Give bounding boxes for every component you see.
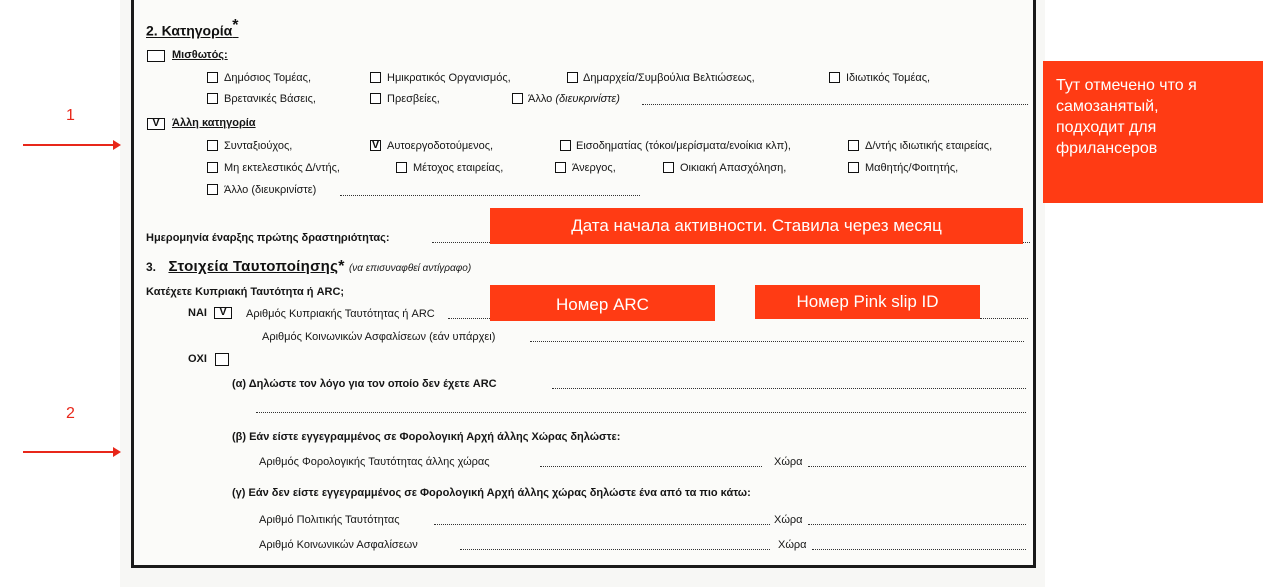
annotation-line: самозанятый, bbox=[1056, 98, 1159, 115]
option-non-executive-director: Μη εκτελεστικός Δ/ντής, bbox=[224, 162, 340, 174]
section3-heading bbox=[146, 258, 471, 276]
check-mark-icon: V bbox=[371, 139, 380, 151]
option-embassies: Πρεσβείες, bbox=[387, 93, 440, 105]
annotation-start-date-text: Дата начала активности. Ставила через месяц bbox=[571, 216, 942, 235]
no-label: ΟΧΙ bbox=[188, 353, 207, 365]
checkbox-british-bases[interactable] bbox=[207, 93, 218, 104]
checkbox-public-sector[interactable] bbox=[207, 72, 218, 83]
checkbox-private-sector[interactable] bbox=[829, 72, 840, 83]
annotation-arc-text: Номер ARC bbox=[556, 295, 649, 314]
checkbox-yes[interactable] bbox=[214, 307, 232, 319]
no-arc-reason-field-line2[interactable] bbox=[256, 412, 1026, 413]
social-insurance-number-field[interactable] bbox=[460, 549, 770, 550]
arrow-right-icon bbox=[23, 451, 119, 453]
option-semi-government: Ημικρατικός Οργανισμός, bbox=[387, 72, 511, 84]
annotation-self-employed-note bbox=[1043, 61, 1263, 203]
employee-other-field[interactable] bbox=[642, 104, 1028, 105]
option-shareholder: Μέτοχος εταιρείας, bbox=[413, 162, 504, 174]
checkbox-other-category[interactable] bbox=[147, 118, 165, 130]
civil-id-field[interactable] bbox=[434, 524, 770, 525]
section3-title: Στοιχεία Ταυτοποίησης bbox=[168, 258, 339, 275]
marker-1: 1 bbox=[66, 107, 75, 124]
social-insurance-number-label: Αριθμό Κοινωνικών Ασφαλίσεων bbox=[259, 539, 418, 551]
country-field-3[interactable] bbox=[812, 549, 1026, 550]
no-arc-reason-field[interactable] bbox=[552, 388, 1026, 389]
start-date-field[interactable] bbox=[432, 242, 490, 243]
employee-other-label: Άλλο bbox=[528, 93, 553, 105]
checkbox-non-executive-director[interactable] bbox=[207, 162, 218, 173]
option-student: Μαθητής/Φοιτητής, bbox=[865, 162, 959, 174]
arc-question: Κατέχετε Κυπριακή Ταυτότητα ή ARC; bbox=[146, 286, 345, 298]
checkbox-municipality[interactable] bbox=[567, 72, 578, 83]
option-employee-other bbox=[528, 92, 620, 106]
option-unemployed: Άνεργος, bbox=[572, 162, 616, 174]
annotation-line: подходит для bbox=[1056, 119, 1157, 136]
foreign-tax-id-label: Αριθμός Φορολογικής Ταυτότητας άλλης χώρας bbox=[259, 456, 490, 468]
option-other-specify: Άλλο (διευκρινίστε) bbox=[224, 184, 317, 196]
other-specify-field[interactable] bbox=[340, 195, 640, 196]
form-border bbox=[131, 0, 1036, 568]
start-date-field-end bbox=[1022, 242, 1030, 243]
checkbox-semi-government[interactable] bbox=[370, 72, 381, 83]
checkbox-self-employed[interactable] bbox=[370, 140, 381, 151]
annotation-pink-slip bbox=[755, 285, 980, 319]
country-label-3: Χώρα bbox=[778, 539, 807, 551]
yes-label: ΝΑΙ bbox=[188, 307, 207, 319]
annotation-arc-number bbox=[490, 285, 715, 321]
checkbox-student[interactable] bbox=[848, 162, 859, 173]
country-label-1: Χώρα bbox=[774, 456, 803, 468]
checkbox-no[interactable] bbox=[215, 353, 229, 366]
country-field-1[interactable] bbox=[808, 466, 1026, 467]
checkbox-embassies[interactable] bbox=[370, 93, 381, 104]
option-self-employed: Αυτοεργοδοτούμενος, bbox=[387, 140, 494, 152]
arc-number-label: Αριθμός Κυπριακής Ταυτότητας ή ARC bbox=[246, 308, 435, 320]
country-field-2[interactable] bbox=[808, 524, 1026, 525]
section3-subtitle: (να επισυναφθεί αντίγραφο) bbox=[348, 263, 472, 274]
no-arc-reason-text: (α) Δηλώστε τον λόγο για τον οποίο δεν έχετε ARC bbox=[232, 378, 497, 390]
checkbox-private-company-director[interactable] bbox=[848, 140, 859, 151]
annotation-line: Тут отмечено что я bbox=[1056, 77, 1197, 94]
checkbox-shareholder[interactable] bbox=[396, 162, 407, 173]
checkbox-employee[interactable] bbox=[147, 50, 165, 62]
other-category-label: Άλλη κατηγορία bbox=[172, 117, 256, 129]
section3-number: 3. bbox=[146, 260, 157, 274]
option-public-sector: Δημόσιος Τομέας, bbox=[224, 72, 312, 84]
checkbox-domestic-employment[interactable] bbox=[663, 162, 674, 173]
checkbox-other-specify[interactable] bbox=[207, 184, 218, 195]
start-date-label: Ημερομηνία έναρξης πρώτης δραστηριότητας: bbox=[146, 232, 390, 244]
option-domestic-employment: Οικιακή Απασχόληση, bbox=[680, 162, 787, 174]
option-rentier: Εισοδηματίας (τόκοι/μερίσματα/ενοίκια κλπ), bbox=[576, 140, 791, 152]
foreign-tax-id-field[interactable] bbox=[540, 466, 762, 467]
option-municipality: Δημαρχεία/Συμβούλια Βελτιώσεως, bbox=[583, 72, 755, 84]
arc-number-field-end bbox=[980, 318, 1028, 319]
civil-id-label: Αριθμό Πολιτικής Ταυτότητας bbox=[259, 514, 400, 526]
social-insurance-field[interactable] bbox=[530, 341, 1024, 342]
arc-number-field[interactable] bbox=[448, 318, 492, 319]
not-registered-text: (γ) Εάν δεν είστε εγγεγραμμένος σε Φορολογική Αρχή άλλης χώρας δηλώστε ένα από τα πιο κάτω: bbox=[232, 487, 751, 499]
annotation-line: фрилансеров bbox=[1056, 140, 1158, 157]
required-asterisk: * bbox=[232, 17, 239, 34]
required-asterisk: * bbox=[338, 258, 345, 275]
checkbox-unemployed[interactable] bbox=[555, 162, 566, 173]
check-mark-icon: V bbox=[219, 306, 227, 318]
option-private-sector: Ιδιωτικός Τομέας, bbox=[846, 72, 931, 84]
section2-title-text: 2. Κατηγορία bbox=[146, 22, 233, 39]
employee-other-hint: (διευκρινίστε) bbox=[555, 93, 620, 105]
employee-label: Μισθωτός: bbox=[172, 49, 228, 61]
option-private-company-director: Δ/ντής ιδιωτικής εταιρείας, bbox=[865, 140, 993, 152]
arrow-right-icon bbox=[23, 144, 119, 146]
foreign-tax-text: (β) Εάν είστε εγγεγραμμένος σε Φορολογική Αρχή άλλης Χώρας δηλώστε: bbox=[232, 431, 621, 443]
checkbox-pensioner[interactable] bbox=[207, 140, 218, 151]
social-insurance-label: Αριθμός Κοινωνικών Ασφαλίσεων (εάν υπάρχει) bbox=[262, 331, 496, 343]
option-pensioner: Συνταξιούχος, bbox=[224, 140, 293, 152]
annotation-start-date bbox=[490, 208, 1023, 244]
annotation-pink-slip-text: Номер Pink slip ID bbox=[796, 292, 939, 311]
checkbox-employee-other[interactable] bbox=[512, 93, 523, 104]
checkbox-rentier[interactable] bbox=[560, 140, 571, 151]
option-british-bases: Βρετανικές Βάσεις, bbox=[224, 93, 316, 105]
section2-title bbox=[146, 17, 239, 39]
marker-2: 2 bbox=[66, 405, 75, 422]
check-mark-icon: V bbox=[152, 117, 160, 129]
country-label-2: Χώρα bbox=[774, 514, 803, 526]
